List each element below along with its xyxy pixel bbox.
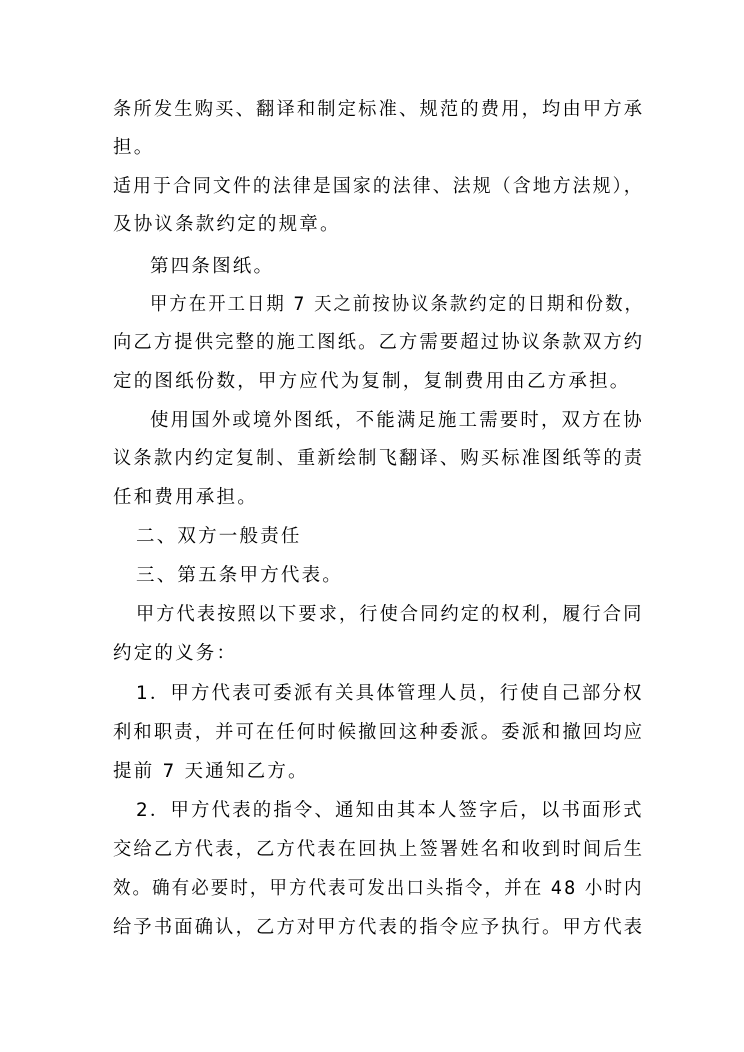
text-line-14: 甲方代表按照以下要求，行使合同约定的权利，履行合同 [136, 604, 644, 625]
section-heading-party-a-rep: 三、第五条甲方代表。 [136, 565, 344, 586]
list-item-2-line-2: 交给乙方代表，乙方代表在回执上签署姓名和收到时间后生 [113, 839, 645, 860]
text-line-8: 定的图纸份数，甲方应代为复制，复制费用由乙方承担。 [113, 371, 631, 392]
text-line-3: 适用于合同文件的法律是国家的法律、法规（含地方法规）， [113, 176, 644, 197]
text-line-1: 条所发生购买、翻译和制定标准、规范的费用，均由甲方承 [113, 99, 645, 120]
list-item-2-line-1: 2．甲方代表的指令、通知由其本人签字后，以书面形式 [136, 800, 644, 821]
list-item-1-line-2: 利和职责，并可在任何时候撤回这种委派。委派和撤回均应 [113, 722, 645, 743]
list-item-2-line-3: 效。确有必要时，甲方代表可发出口头指令，并在 48 小时内 [113, 878, 644, 899]
list-item-2-line-4: 给予书面确认，乙方对甲方代表的指令应予执行。甲方代表 [113, 917, 645, 938]
text-line-10: 议条款内约定复制、重新绘制飞翻译、购买标准图纸等的责 [113, 448, 645, 469]
text-line-2: 担。 [113, 137, 155, 158]
text-line-4: 及协议条款约定的规章。 [113, 214, 341, 235]
section-heading-general-duties: 二、双方一般责任 [136, 526, 302, 547]
text-line-11: 任和费用承担。 [113, 487, 258, 508]
section-heading-drawings: 第四条图纸。 [150, 256, 275, 277]
text-line-6: 甲方在开工日期 7 天之前按协议条款约定的日期和份数， [150, 294, 644, 315]
text-line-9: 使用国外或境外图纸，不能满足施工需要时，双方在协 [150, 410, 644, 431]
list-item-1-line-1: 1．甲方代表可委派有关具体管理人员，行使自己部分权 [136, 683, 644, 704]
text-line-15: 约定的义务： [113, 643, 238, 664]
text-line-7: 向乙方提供完整的施工图纸。乙方需要超过协议条款双方约 [113, 332, 645, 353]
list-item-1-line-3: 提前 7 天通知乙方。 [113, 761, 309, 782]
